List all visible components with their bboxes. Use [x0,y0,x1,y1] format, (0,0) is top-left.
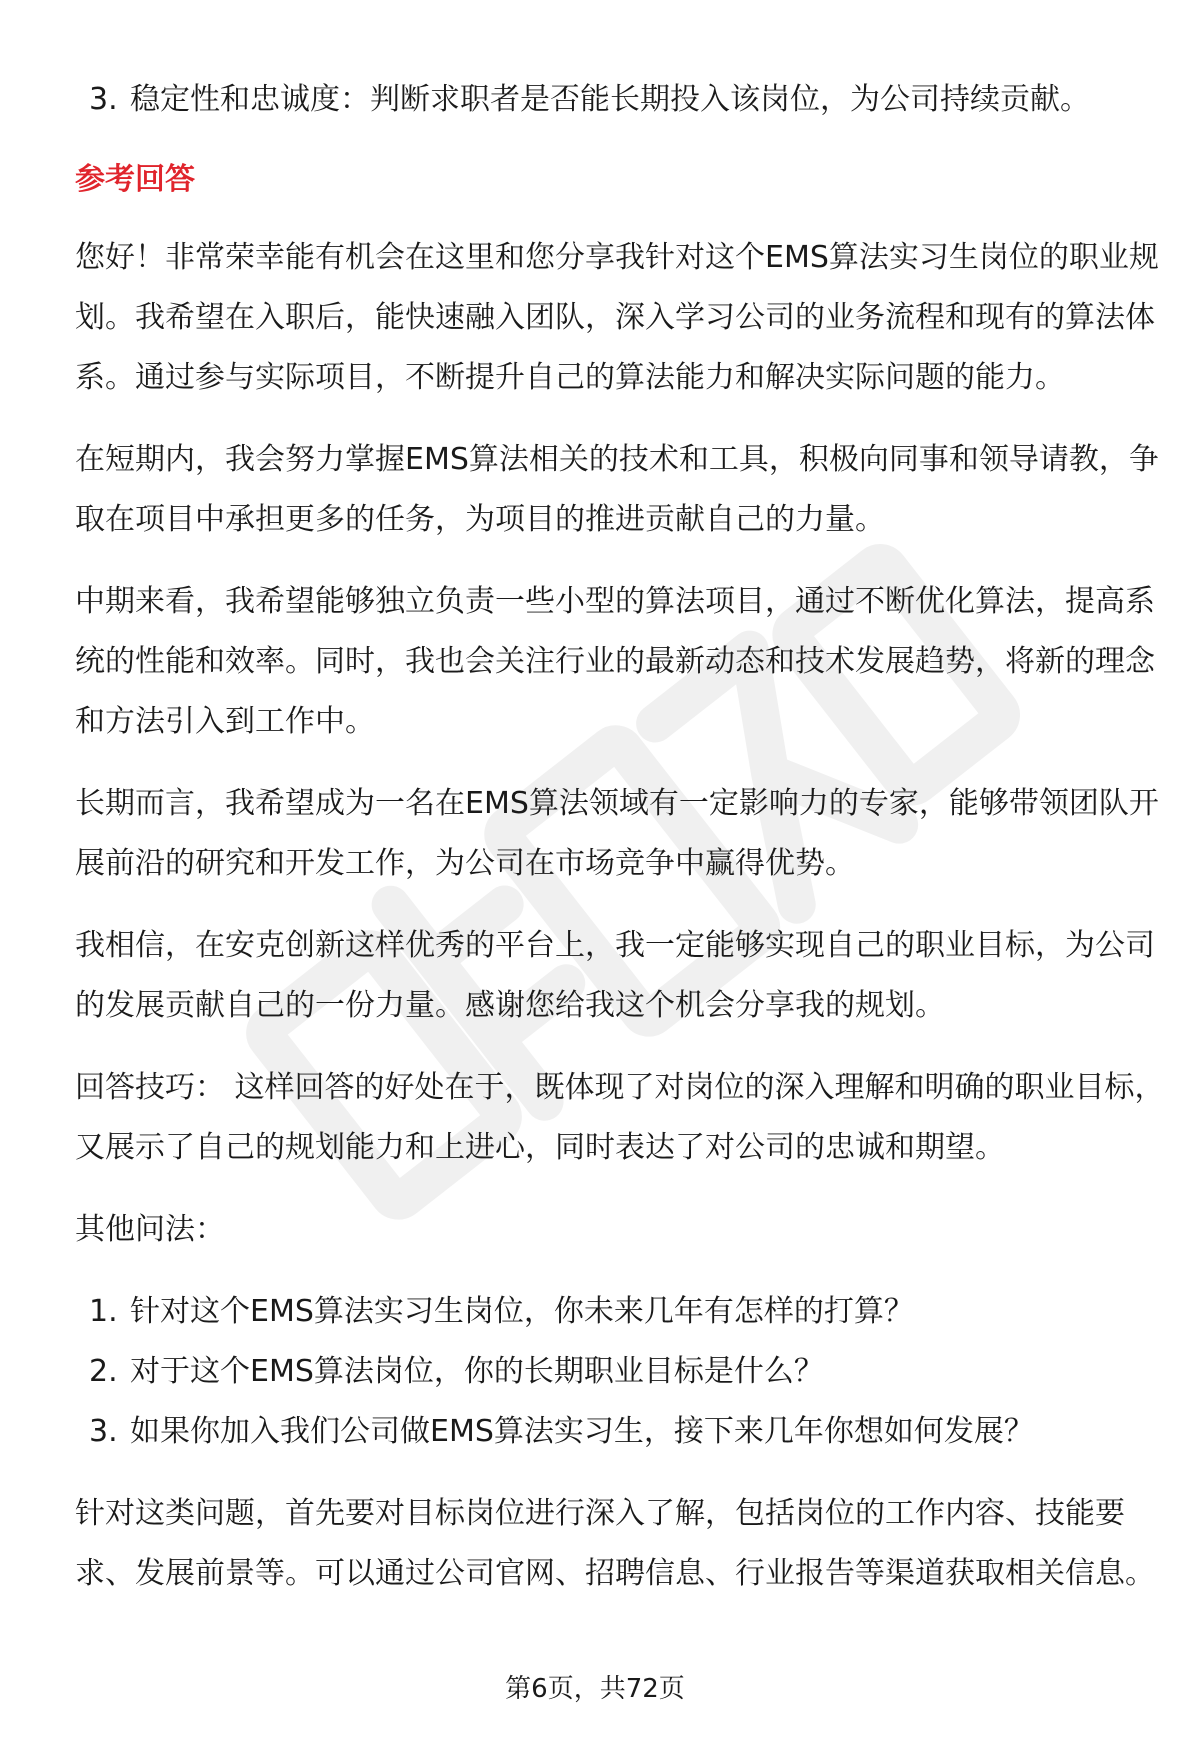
paragraph-conclusion: 我相信，在安克创新这样优秀的平台上，我一定能够实现自己的职业目标，为公司的发展贡献自己的一份力量。感谢您给我这个机会分享我的规划。 [75,928,1155,1023]
top-list [75,70,1165,130]
paragraph-mid-term: 中期来看，我希望能够独立负责一些小型的算法项目，通过不断优化算法，提高系统的性能和效率。同时，我也会关注行业的最新动态和技术发展趋势，将新的理念和方法引入到工作中。 [75,584,1155,739]
list-item [75,1402,1165,1462]
paragraph-other-questions-heading: 其他问法： [75,1212,225,1247]
list-text: 如果你加入我们公司做EMS算法实习生，接下来几年你想如何发展？ [130,1414,1034,1449]
list-number: 3. [89,1414,118,1449]
list-text: 对于这个EMS算法岗位，你的长期职业目标是什么？ [130,1354,824,1389]
paragraph-short-term: 在短期内，我会努力掌握EMS算法相关的技术和工具，积极向同事和领导请教，争取在项目中承担更多的任务，为项目的推进贡献自己的力量。 [75,442,1159,537]
paragraph-closing: 针对这类问题，首先要对目标岗位进行深入了解，包括岗位的工作内容、技能要求、发展前景等。可以通过公司官网、招聘信息、行业报告等渠道获取相关信息。 [75,1496,1155,1591]
page-footer: 第6页，共72页 [505,1674,685,1704]
list-text: 稳定性和忠诚度：判断求职者是否能长期投入该岗位，为公司持续贡献。 [130,82,1090,117]
list-item [75,1282,1165,1342]
list-text: 针对这个EMS算法实习生岗位，你未来几年有怎样的打算？ [130,1294,914,1329]
list-number: 2. [89,1354,118,1389]
paragraph-long-term: 长期而言，我希望成为一名在EMS算法领域有一定影响力的专家，能够带领团队开展前沿的研究和开发工作，为公司在市场竞争中赢得优势。 [75,786,1159,881]
list-number: 3. [89,82,118,117]
paragraph-intro: 您好！非常荣幸能有机会在这里和您分享我针对这个EMS算法实习生岗位的职业规划。我希望在入职后，能快速融入团队，深入学习公司的业务流程和现有的算法体系。通过参与实际项目，不断提升自己的算法能力和解决实际问题的能力。 [75,240,1159,395]
document-page [75,70,1165,1604]
section-title: 参考回答 [75,162,195,197]
list-number: 1. [89,1294,118,1329]
other-questions-list [75,1282,1165,1462]
list-item [75,1342,1165,1402]
paragraph-tips: 回答技巧： 这样回答的好处在于，既体现了对岗位的深入理解和明确的职业目标，又展示了自己的规划能力和上进心，同时表达了对公司的忠诚和期望。 [75,1070,1165,1165]
list-item [75,70,1165,130]
